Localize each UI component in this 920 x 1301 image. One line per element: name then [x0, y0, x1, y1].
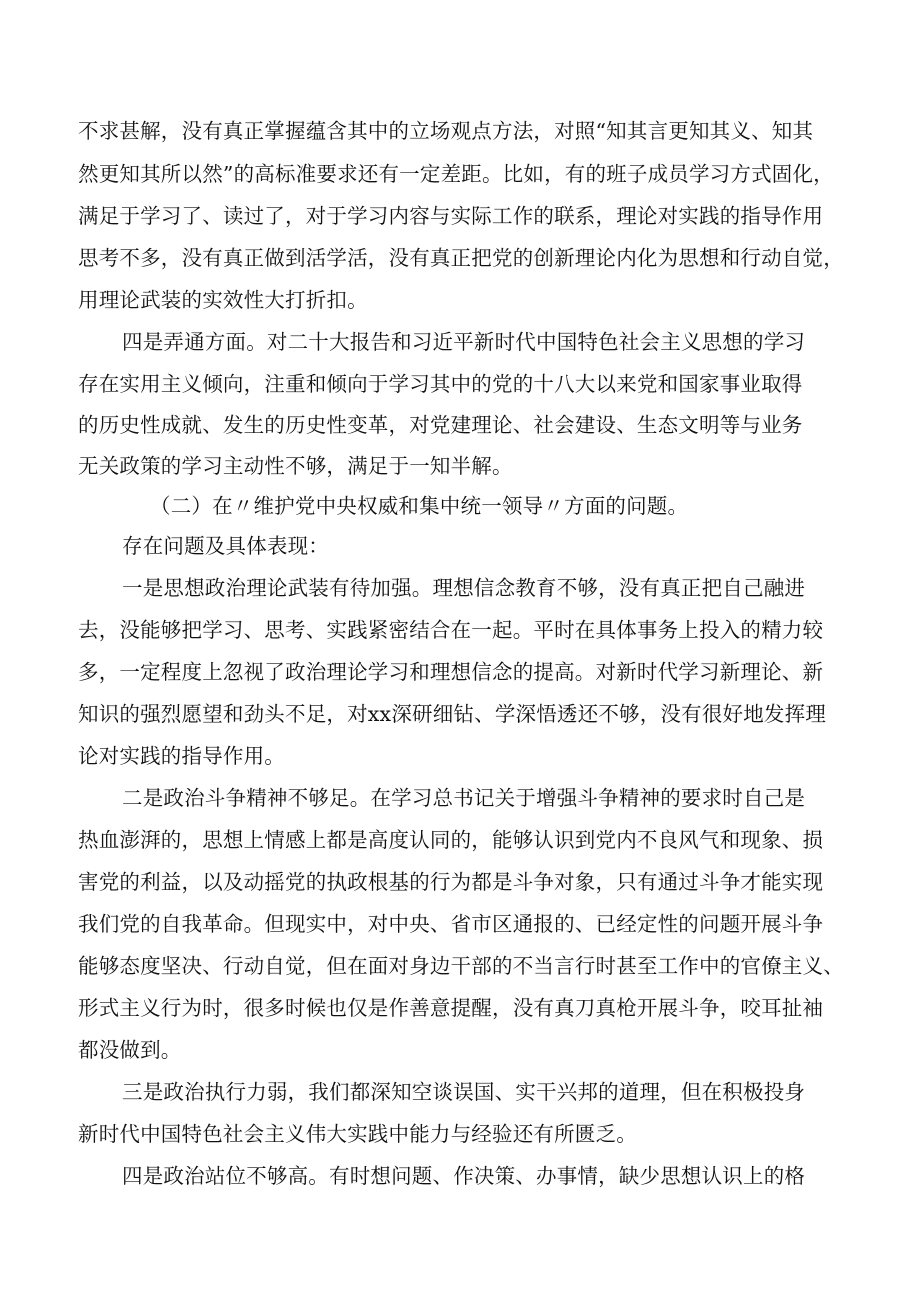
text-line: 思考不多，没有真正做到活学活，没有真正把党的创新理论内化为思想和行动自觉，: [78, 246, 844, 270]
text-line: 新时代中国特色社会主义伟大实践中能力与经验还有所匮乏。: [78, 1122, 637, 1146]
text-line: 满足于学习了、读过了，对于学习内容与实际工作的联系，理论对实践的指导作用: [78, 204, 824, 228]
paragraph-start: 二是政治斗争精神不够足。在学习总书记关于增强斗争精神的要求时自己是: [122, 786, 806, 810]
text-line: 都没做到。: [78, 1038, 182, 1062]
text-line: 热血澎湃的，思想上情感上都是高度认同的，能够认识到党内不良风气和现象、损: [78, 828, 824, 852]
paragraph-start: 四是政治站位不够高。有时想问题、作决策、办事情，缺少思想认识上的格: [122, 1164, 806, 1188]
text-line: 的历史性成就、发生的历史性变革，对党建理论、社会建设、生态文明等与业务: [78, 413, 803, 437]
text-line: 能够态度坚决、行动自觉，但在面对身边干部的不当言行时甚至工作中的官僚主义、: [78, 954, 844, 978]
paragraph-start: 存在问题及具体表现：: [122, 534, 329, 558]
paragraph-start: 四是弄通方面。对二十大报告和习近平新时代中国特色社会主义思想的学习: [122, 330, 806, 354]
text-line: 然更知其所以然”的高标准要求还有一定差距。比如，有的班子成员学习方式固化，: [78, 162, 834, 186]
text-line: 知识的强烈愿望和劲头不足，对xx深研细钻、学深悟透还不够，没有很好地发挥理: [78, 702, 827, 726]
text-line: 形式主义行为时，很多时候也仅是作善意提醒，没有真刀真枪开展斗争，咬耳扯袖: [78, 996, 824, 1020]
text-line: 存在实用主义倾向，注重和倾向于学习其中的党的十八大以来党和国家事业取得: [78, 372, 803, 396]
text-line: 论对实践的指导作用。: [78, 744, 285, 768]
text-line: 害党的利益，以及动摇党的执政根基的行为都是斗争对象，只有通过斗争才能实现: [78, 870, 824, 894]
section-heading: （二）在〃维护党中央权威和集中统一领导〃方面的问题。: [150, 494, 689, 518]
text-line: 用理论武装的实效性大打折扣。: [78, 288, 368, 312]
text-line: 我们党的自我革命。但现实中，对中央、省市区通报的、已经定性的问题开展斗争: [78, 912, 824, 936]
text-line: 不求甚解，没有真正掌握蕴含其中的立场观点方法，对照“知其言更知其义、知其: [78, 119, 814, 143]
text-line: 无关政策的学习主动性不够，满足于一知半解。: [78, 454, 513, 478]
text-line: 多，一定程度上忽视了政治理论学习和理想信念的提高。对新时代学习新理论、新: [78, 660, 824, 684]
paragraph-start: 三是政治执行力弱，我们都深知空谈误国、实干兴邦的道理，但在积极投身: [122, 1080, 806, 1104]
paragraph-start: 一是思想政治理论武装有待加强。理想信念教育不够，没有真正把自己融进: [122, 576, 806, 600]
text-line: 去，没能够把学习、思考、实践紧密结合在一起。平时在具体事务上投入的精力较: [78, 618, 824, 642]
